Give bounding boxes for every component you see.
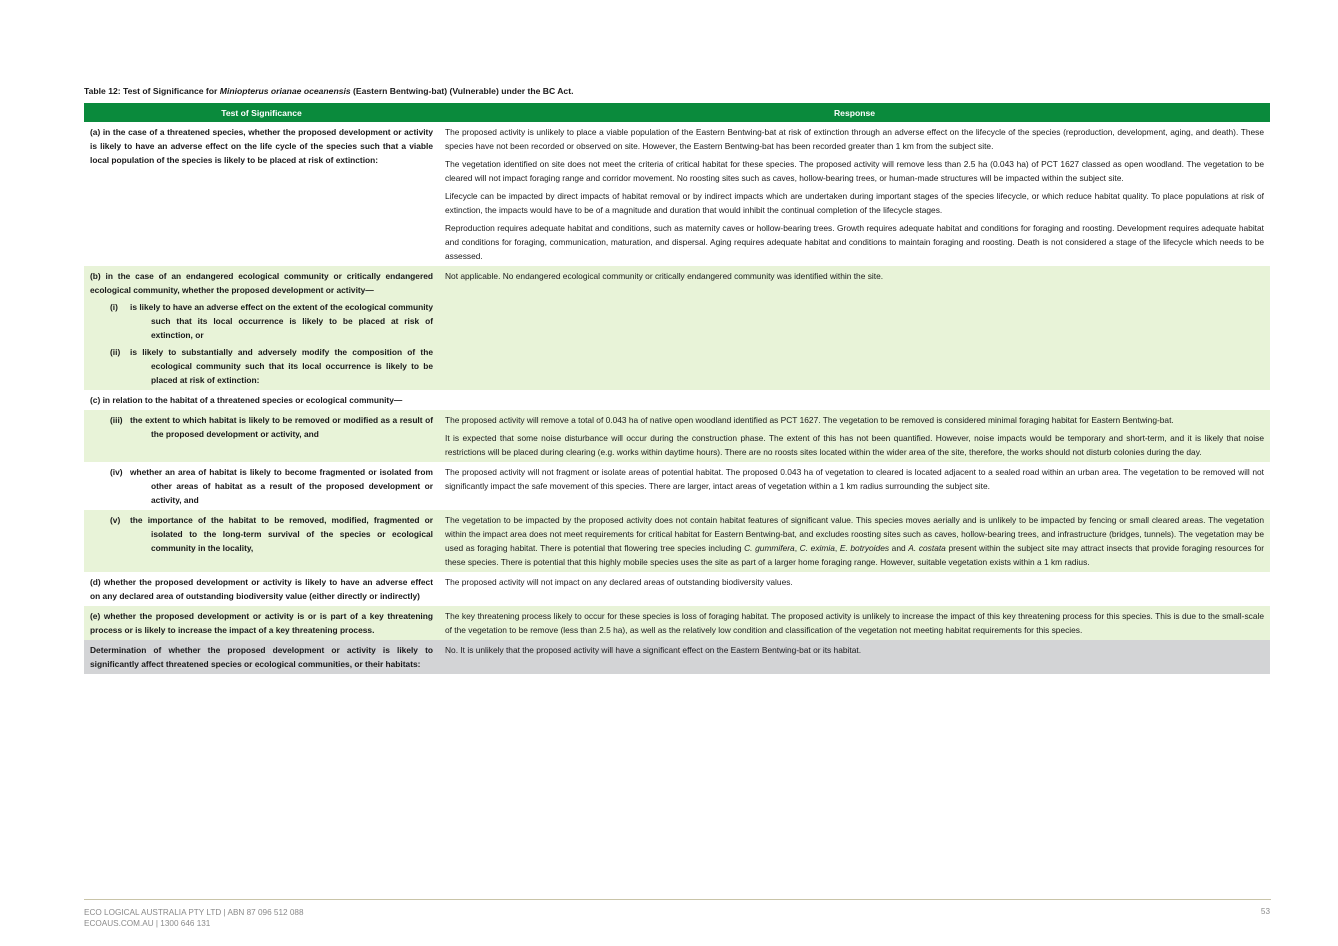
question-iii-text: the extent to which habitat is likely to be removed or modified as a result of the proposed development or activity, and	[130, 415, 433, 439]
species-costata: A. costata	[908, 543, 946, 553]
question-iv-text: whether an area of habitat is likely to become fragmented or isolated from other areas of habitat as a result of the proposed development or activity, and	[130, 467, 433, 505]
question-b-i-text: is likely to have an adverse effect on the extent of the ecological community such that its local occurrence is likely to be placed at risk of extinction, or	[130, 302, 433, 340]
question-iv-item	[90, 465, 433, 507]
footer-divider	[84, 899, 1271, 900]
question-b-ii	[90, 345, 433, 387]
question-a: (a) in the case of a threatened species, whether the proposed development or activity is likely to have an adverse effect on the life cycle of the species such that a viable local population of the species is likely to be placed at risk of extinction:	[84, 122, 439, 266]
response-v-sep2: ,	[834, 543, 840, 553]
question-c: (c) in relation to the habitat of a threatened species or ecological community—	[84, 390, 1270, 410]
question-determination: Determination of whether the proposed development or activity is likely to significantly affect threatened species or ecological communities, or their habitats:	[84, 640, 439, 674]
question-d: (d) whether the proposed development or activity is likely to have an adverse effect on any declared area of outstanding biodiversity value (either directly or indirectly)	[84, 572, 439, 606]
question-v	[84, 510, 439, 572]
response-v-post: present within the subject site may attract insects that provide foraging resources for these species. There is potential that this highly mobile species uses the site as part of a larger home foraging range. However, suitable vegetation exists within a 1 km radius.	[445, 543, 1265, 567]
response-d: The proposed activity will not impact on any declared areas of outstanding biodiversity values.	[439, 572, 1270, 606]
table-row-a	[84, 122, 1270, 266]
response-v	[439, 510, 1270, 572]
question-iii	[84, 410, 439, 462]
footer-company-info	[84, 907, 304, 929]
question-b-i	[90, 300, 433, 342]
table-row-b	[84, 266, 1270, 390]
question-v-num: (v)	[110, 515, 121, 525]
question-iii-item	[90, 413, 433, 441]
question-v-item	[90, 513, 433, 555]
caption-suffix: (Eastern Bentwing-bat) (Vulnerable) under the BC Act.	[350, 86, 574, 96]
table-row-iii	[84, 410, 1270, 462]
response-a	[439, 122, 1270, 266]
table-row-e	[84, 606, 1270, 640]
response-v-sep1: ,	[794, 543, 800, 553]
response-a-p3: Lifecycle can be impacted by direct impacts of habitat removal or by indirect impacts which are undertaken during important stages of the species lifecycle, or which reduce habitat quality. To place populations at risk of extinction, the impacts would have to be of a magnitude and duration that would inhibit the continual completion of the lifecycle stages.	[445, 191, 1264, 215]
response-a-p2: The vegetation identified on site does not meet the criteria of critical habitat for these species. The proposed activity will remove less than 2.5 ha (0.043 ha) of PCT 1627 classed as open woodland. The vegetation to be cleared will not impact foraging range and corridor movement. No roosting sites such as caves, hollow-bearing trees, or human-made structures will be impacted within the subject site.	[445, 159, 1264, 183]
table-caption	[84, 86, 573, 96]
response-iv: The proposed activity will not fragment or isolate areas of potential habitat. The proposed 0.043 ha of vegetation to cleared is located adjacent to a sealed road within an urban area. The vegetation to be removed will not significantly impact the safe movement of this species. There are larger, intact areas of vegetation within a 1 km radius surrounding the subject site.	[439, 462, 1270, 510]
response-iii	[439, 410, 1270, 462]
question-b-ii-num: (ii)	[110, 347, 121, 357]
significance-table	[84, 103, 1270, 674]
caption-species: Miniopterus orianae oceanensis	[219, 86, 351, 96]
table-header-row	[84, 103, 1270, 122]
species-gummifera: C. gummifera	[744, 543, 795, 553]
table-row-d	[84, 572, 1270, 606]
footer-contact: ECOAUS.COM.AU | 1300 646 131	[84, 919, 211, 928]
response-iii-p2: It is expected that some noise disturbance will occur during the construction phase. The extent of this has not been quantified. However, noise impacts would be temporary and short-term, and it is likely that noise restrictions will be placed during clearing (e.g. works within daytime hours). There are no roosts sites located within the wider area of the site, therefore, the works should not disturb colonies during the day.	[445, 433, 1264, 457]
question-iii-num: (iii)	[110, 415, 123, 425]
table-row-determination	[84, 640, 1270, 674]
question-b	[84, 266, 439, 390]
response-a-p1: The proposed activity is unlikely to place a viable population of the Eastern Bentwing-bat at risk of extinction through an adverse effect on the lifecycle of the species (reproduction, development, aging, and death). These species have not been recorded or observed on site. However, the Eastern Bentwing-bat has been recorded greater than 1 km from the subject site.	[445, 127, 1264, 151]
species-botryoides: E. botryoides	[839, 543, 890, 553]
question-b-text: (b) in the case of an endangered ecological community or critically endangered ecological community, whether the proposed development or activity—	[90, 271, 433, 295]
response-iii-p1: The proposed activity will remove a total of 0.043 ha of native open woodland identified as PCT 1627. The vegetation to be removed is considered minimal foraging habitat for Eastern Bentwing-bat.	[445, 415, 1174, 425]
header-response: Response	[439, 103, 1270, 122]
table-row-v	[84, 510, 1270, 572]
question-e: (e) whether the proposed development or activity is or is part of a key threatening process or is likely to increase the impact of a key threatening process.	[84, 606, 439, 640]
response-e: The key threatening process likely to occur for these species is loss of foraging habitat. The proposed activity is unlikely to increase the impact of this key threatening process for this species. This is due to the small-scale of the vegetation to be remove (less than 2.5 ha), as well as the relatively low condition and classification of the vegetation not meeting habitat requirements for this species.	[439, 606, 1270, 640]
response-a-p4: Reproduction requires adequate habitat and conditions, such as maternity caves or hollow-bearing trees. Growth requires adequate habitat and conditions for foraging and roosting. Development requires adequate habitat and conditions for foraging, communication, maturation, and dispersal. Aging requires adequate habitat and conditions to maintain foraging and roosting. Death is not considered a stage of the lifecycle which needs to be assessed.	[445, 223, 1264, 261]
response-b: Not applicable. No endangered ecological community or critically endangered community was identified within the site.	[439, 266, 1270, 390]
header-test: Test of Significance	[84, 103, 439, 122]
response-v-and: and	[889, 543, 909, 553]
response-v-pre: The vegetation to be impacted by the proposed activity does not contain habitat features of significant value. This species moves aerially and is unlikely to be impacted by fencing or small cleared areas. The vegetation within the impact area does not meet requirements for critical habitat for Eastern Bentwing-bat, and excludes roosting sites such as caves, hollow-bearing trees, and infrastructure (bridges, tunnels). The vegetation may be used as foraging habitat. There is potential that flowering tree species including	[445, 515, 1264, 553]
table-row-iv	[84, 462, 1270, 510]
caption-prefix: Table 12: Test of Significance for	[84, 86, 220, 96]
species-eximia: C. eximia	[799, 543, 835, 553]
question-iv-num: (iv)	[110, 467, 123, 477]
question-iv	[84, 462, 439, 510]
page-number: 53	[1260, 907, 1270, 916]
question-v-text: the importance of the habitat to be removed, modified, fragmented or isolated to the long-term survival of the species or ecological community in the locality,	[130, 515, 433, 553]
table-row-c	[84, 390, 1270, 410]
question-b-ii-text: is likely to substantially and adversely modify the composition of the ecological community such that its local occurrence is likely to be placed at risk of extinction:	[130, 347, 433, 385]
question-b-i-num: (i)	[110, 302, 118, 312]
response-determination: No. It is unlikely that the proposed activity will have a significant effect on the Eastern Bentwing-bat or its habitat.	[439, 640, 1270, 674]
footer-company: ECO LOGICAL AUSTRALIA PTY LTD | ABN 87 096 512 088	[84, 908, 304, 917]
